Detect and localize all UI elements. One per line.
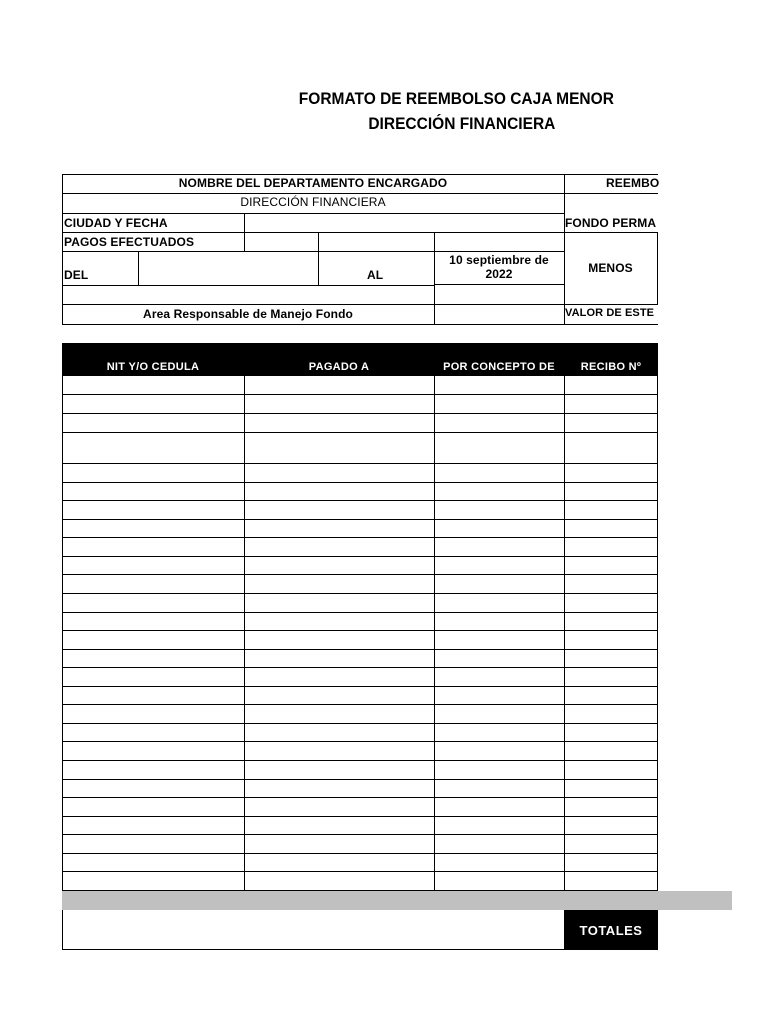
table-row [62, 538, 658, 557]
table-column-line [62, 376, 63, 891]
table-row [62, 650, 658, 668]
separator-band [62, 891, 732, 910]
table-row [62, 724, 658, 742]
table-row [62, 742, 658, 761]
table-row [62, 780, 658, 798]
table-column-line [434, 376, 435, 891]
table-row [62, 798, 658, 817]
payments-label: PAGOS EFECTUADOS [64, 235, 195, 249]
table-row [62, 594, 658, 613]
col-concepto-header: POR CONCEPTO DE [443, 361, 555, 373]
date-value-line2: 2022 [485, 267, 513, 281]
table-row [62, 501, 658, 520]
table-row [62, 520, 658, 538]
valor-label: VALOR DE ESTE [565, 307, 655, 319]
table-column-line [244, 376, 245, 891]
col-nit-header: NIT Y/O CEDULA [106, 361, 200, 373]
table-row [62, 483, 658, 501]
table-row [62, 687, 658, 705]
area-label: Area Responsable de Manejo Fondo [143, 307, 353, 321]
table-row [62, 705, 658, 724]
table-row [62, 668, 658, 687]
al-label: AL [367, 268, 384, 282]
date-value [434, 253, 564, 281]
table-row [62, 817, 658, 835]
department-value: DIRECCIÓN FINANCIERA [240, 195, 386, 209]
city-date-label: CIUDAD Y FECHA [64, 216, 168, 230]
table-row [62, 414, 658, 433]
fondo-label: FONDO PERMA [565, 216, 657, 230]
table-header [62, 343, 658, 376]
col-recibo-header: RECIBO Nº [580, 361, 642, 373]
table-row [62, 557, 658, 575]
table-row [62, 613, 658, 631]
del-label: DEL [64, 268, 89, 282]
table-row [62, 761, 658, 780]
table-row [62, 376, 658, 395]
table-row [62, 464, 658, 483]
table-column-line [657, 376, 658, 891]
col-pagado-header: PAGADO A [308, 361, 370, 373]
totals-label: TOTALES [564, 910, 658, 950]
table-row [62, 575, 658, 594]
table-row [62, 835, 658, 854]
date-value-line1: 10 septiembre de [449, 253, 549, 267]
table-row [62, 854, 658, 872]
department-label: NOMBRE DEL DEPARTAMENTO ENCARGADO [178, 176, 448, 190]
form-subtitle: DIRECCIÓN FINANCIERA [368, 115, 556, 133]
table-row [62, 872, 658, 891]
reembolso-label: REEMBO [606, 176, 660, 190]
menos-label: MENOS [588, 261, 633, 275]
form-title: FORMATO DE REEMBOLSO CAJA MENOR [298, 90, 614, 108]
table-row [62, 433, 658, 464]
table-row [62, 395, 658, 414]
table-column-line [564, 376, 565, 891]
table-row [62, 631, 658, 650]
